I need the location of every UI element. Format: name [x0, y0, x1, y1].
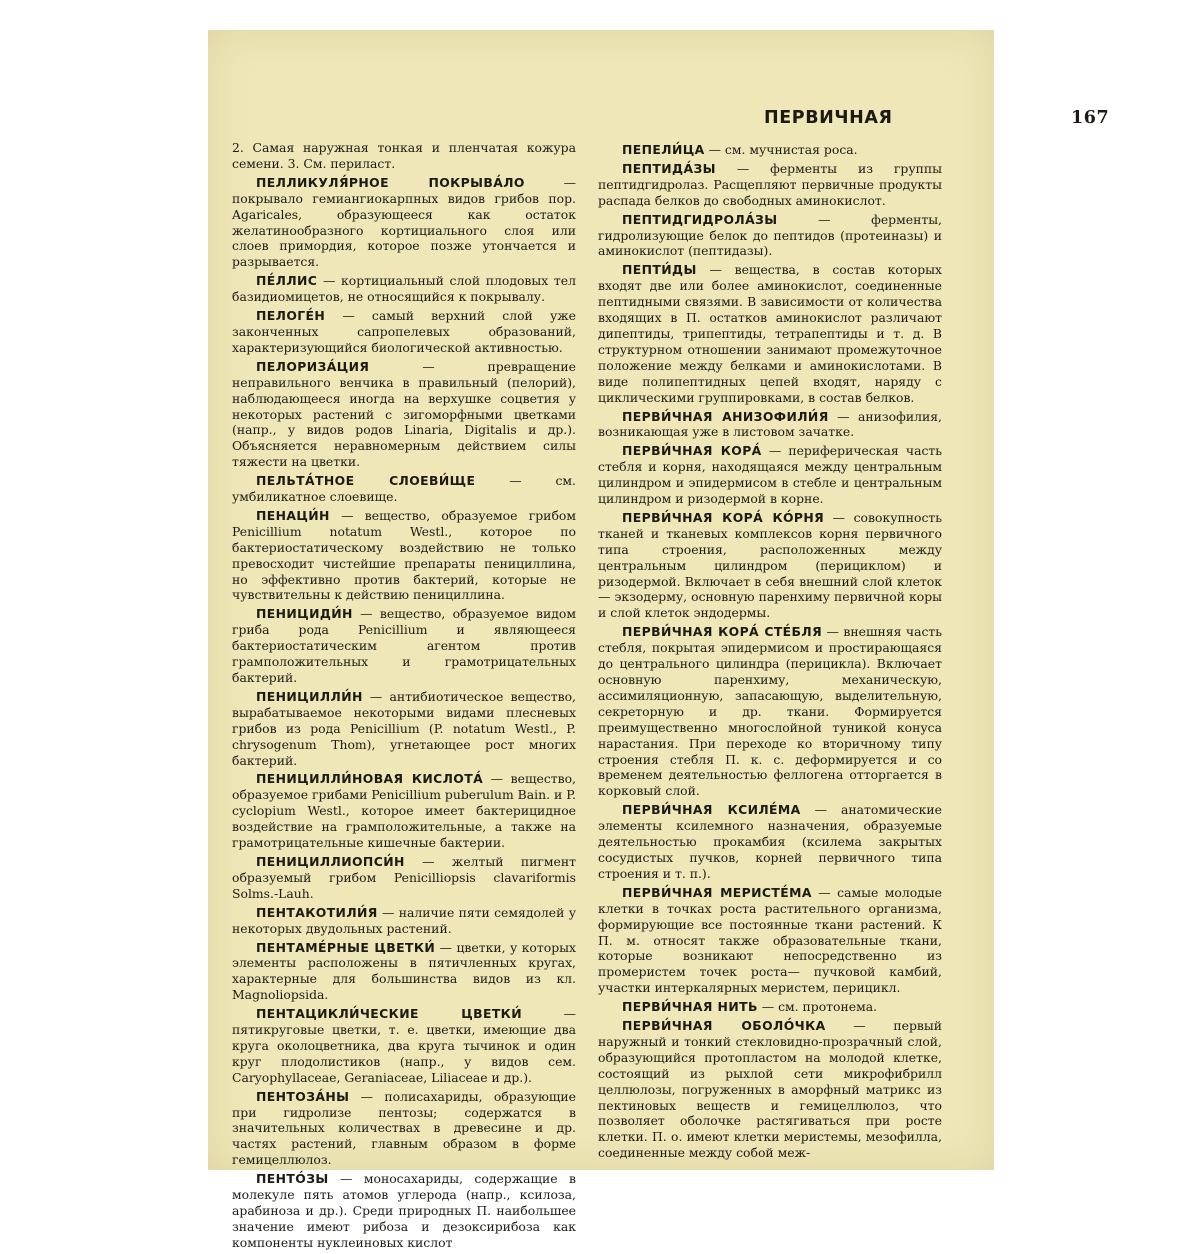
- entry-definition: — цветки, у которых элементы расположены в пятичленных кругах, характерные для большинства видов из кл. Magnoliopsida.: [232, 939, 576, 1003]
- entry-headword: ПЕНТАКОТИЛИ́Я: [256, 904, 378, 920]
- dictionary-entry: [232, 1006, 576, 1086]
- entry-headword: ПЕПТИ́ДЫ: [622, 262, 697, 278]
- entry-headword: ПЕРВИ́ЧНАЯ КСИЛЕ́МА: [622, 802, 801, 818]
- entry-definition: — см. мучнистая роса.: [704, 142, 858, 157]
- entry-definition: — вещество, образуемое видом гриба рода Penicillium и являющееся бактериостатическим агентом против грамположительных и грамотрицательных бактерий.: [232, 606, 576, 685]
- dictionary-entry: [232, 905, 576, 937]
- entry-definition: — вещества, в состав которых входят две или более аминокислот, соединенные пептидными связями. В зависимости от количества входящих в П. остатков аминокислот различают дипептиды, трипептиды, тетрапептиды и т. д. В структурном отношении занимают промежуточное положение между белками и аминокислотами. В виде полипептидных цепей входят, наряду с циклическими группировками, в состав белков.: [598, 262, 942, 405]
- dictionary-entry: [598, 443, 942, 507]
- entry-definition: — внешняя часть стебля, покрытая эпидермисом и простирающаяся до центрального цилиндра (перицикла). Включает основную паренхиму, механическую, ассимиляционную, запасающую, выделительную, секреторную и др. ткани. Формируется преимущественно многослойной туникой конуса нарастания. При переходе ко вторичному типу строения стебля П. к. с. деформируется и со временем деятельностью феллогена отторгается в корковый слой.: [598, 624, 942, 799]
- dictionary-entry: [598, 142, 942, 158]
- entry-headword: ПЕПЕЛИ́ЦА: [622, 142, 705, 157]
- dictionary-entry: [598, 409, 942, 441]
- entry-definition: — анизофилия, возникающая уже в листовом зачатке.: [598, 408, 942, 440]
- entry-headword: ПЕРВИ́ЧНАЯ КОРА́: [622, 443, 762, 459]
- entry-headword: ПЕНТОЗА́НЫ: [256, 1088, 350, 1104]
- dictionary-entry: [232, 1171, 576, 1251]
- dictionary-entry: [232, 940, 576, 1004]
- dictionary-entry: [598, 262, 942, 405]
- dictionary-entry: [232, 854, 576, 902]
- entry-definition: — первый наружный и тонкий стекловидно-прозрачный слой, образующийся протопластом на молодой клетке, состоящий из рыхлой сети микрофибрилл целлюлозы, погруженных в аморфный матрикс из пектиновых веществ и гемицеллюлоз, что позволяет оболочке растягиваться при росте клетки. П. о. имеют клетки меристемы, мезофилла, соединенные между собой меж-: [598, 1018, 943, 1161]
- entry-headword: ПЕЛОГЕ́Н: [256, 308, 326, 324]
- entry-headword: ПЕРВИ́ЧНАЯ МЕРИСТЕ́МА: [622, 884, 812, 900]
- entry-headword: ПЕЛОРИЗА́ЦИЯ: [256, 358, 370, 374]
- entry-headword: ПЕРВИ́ЧНАЯ ОБОЛО́ЧКА: [622, 1018, 826, 1034]
- entry-definition: — моносахариды, содержащие в молекуле пять атомов углерода (напр., ксилоза, арабиноза и др.). Среди природных П. наибольшее значение имеют рибоза и дезоксирибоза как компоненты нуклеиновых кислот: [232, 1171, 576, 1250]
- dictionary-page: [208, 30, 1110, 1250]
- left-column: [232, 140, 576, 1254]
- dictionary-entry: [598, 802, 942, 882]
- entry-headword: ПЕРВИ́ЧНАЯ КОРА́ КО́РНЯ: [622, 509, 825, 525]
- entry-definition: — см. протонема.: [757, 999, 878, 1015]
- dictionary-entry: [232, 308, 576, 356]
- entry-headword: ПЕНТАМЕ́РНЫЕ ЦВЕТКИ́: [256, 939, 436, 955]
- dictionary-entry: [598, 885, 942, 996]
- right-column: [598, 142, 942, 1164]
- entry-definition: — вещество, образуемое грибами Penicillium puberulum Bain. и P. cyclopium Westl., которое имеет бактерицидное воздействие на грамположительные, а также на грамотрицательные кишечные бактерии.: [232, 771, 576, 851]
- dictionary-entry: [598, 1018, 942, 1161]
- entry-headword: ПЕНИЦИДИ́Н: [256, 606, 353, 622]
- entry-definition: — самые молодые клетки в точках роста растительного организма, формирующие все постоянные ткани растений. К П. м. относят также образовательные ткани, которые возникают непосредственно из промеристем точек роста— пучковой камбий, участки интеркалярных меристем, перицикл.: [598, 884, 942, 996]
- entry-definition: 2. Самая наружная тонкая и пленчатая кожура семени. 3. См. периласт.: [232, 140, 576, 171]
- entry-definition: — ферменты, гидролизующие белок до пептидов (протеиназы) и аминокислот (пептидазы).: [598, 211, 942, 259]
- entry-headword: ПЕНТО́ЗЫ: [256, 1171, 329, 1187]
- entry-definition: — превращение неправильного венчика в правильный (пелорий), наблюдающееся иногда на верхушке соцветия у некоторых растений с зигоморфными цветками (напр., у видов родов Linaria, Digitalis и др.). Объясняется неравномерным действием силы тяжести на цветки.: [232, 358, 576, 470]
- entry-definition: — ферменты из группы пептидгидролаз. Расщепляют первичные продукты распада белков до свободных аминокислот.: [598, 160, 942, 208]
- entry-definition: — пятикруговые цветки, т. е. цветки, имеющие два круга околоцветника, два круга тычинок и один круг плодолистиков (напр., у видов сем. Caryophyllaceae, Geraniaceae, Liliaceae и др.).: [232, 1006, 576, 1085]
- entry-headword: ПЕ́ЛЛИС: [256, 273, 318, 289]
- dictionary-entry: [232, 140, 576, 172]
- entry-definition: — антибиотическое вещество, вырабатываемое некоторыми видами плесневых грибов из рода Penicillium (P. notatum Westl., P. chrysogenum Thom), угнетающее рост многих бактерий.: [232, 688, 576, 768]
- dictionary-entry: [232, 273, 576, 305]
- entry-definition: — совокупность тканей и тканевых комплексов корня первичного типа строения, расположенных между центральным цилиндром (перициклом) и ризодермой. Включает в себя внешний слой клеток — экзодерму, основную паренхиму первичной коры и слой клеток эндодермы.: [598, 509, 943, 621]
- dictionary-entry: [598, 624, 942, 799]
- entry-headword: ПЕПТИДГИДРОЛА́ЗЫ: [622, 211, 778, 227]
- entry-headword: ПЕНИЦИЛЛИ́Н: [256, 688, 363, 704]
- entry-definition: — кортициальный слой плодовых тел базидиомицетов, не относящийся к покрывалу.: [232, 273, 576, 305]
- entry-definition: — анатомические элементы ксилемного назначения, образуемые деятельностью прокамбия (ксилема закрытых сосудистых пучков, корней первичного типа строения и т. п.).: [598, 802, 943, 881]
- dictionary-entry: [232, 771, 576, 851]
- entry-headword: ПЕНИЦИЛЛИ́НОВАЯ КИСЛОТА́: [256, 771, 484, 787]
- dictionary-entry: [598, 212, 942, 260]
- dictionary-entry: [232, 175, 576, 270]
- entry-definition: — см. умбиликатное слоевище.: [232, 473, 576, 505]
- entry-definition: — самый верхний слой уже законченных сапропелевых образований, характеризующийся биологической активностью.: [232, 308, 576, 355]
- dictionary-entry: [598, 999, 942, 1015]
- entry-definition: — желтый пигмент образуемый грибом Penicilliopsis clavariformis Solms.-Lauh.: [232, 853, 576, 901]
- entry-definition: —покрывало гемиангиокарпных видов грибов пор. Agaricales, образующееся как остаток желатинообразного кортициального слоя или слоев примордия, которое позже утончается и разрывается.: [232, 174, 576, 270]
- dictionary-entry: [598, 161, 942, 209]
- entry-headword: ПЕРВИ́ЧНАЯ НИТЬ: [622, 999, 758, 1015]
- dictionary-entry: [232, 606, 576, 686]
- entry-headword: ПЕНИЦИЛЛИОПСИ́Н: [256, 853, 405, 869]
- entry-headword: ПЕПТИДА́ЗЫ: [622, 160, 716, 176]
- dictionary-entry: [232, 689, 576, 769]
- entry-definition: — полисахариды, образующие при гидролизе пентозы; содержатся в значительных количествах в древесине и др. частях растений, главным образом в форме гемицеллюлоз.: [232, 1088, 576, 1168]
- entry-headword: ПЕНТАЦИКЛИ́ЧЕСКИЕ ЦВЕТКИ́: [256, 1006, 522, 1022]
- dictionary-entry: [598, 510, 942, 621]
- dictionary-entry: [232, 1089, 576, 1169]
- dictionary-entry: [232, 473, 576, 505]
- running-head-title: ПЕРВИЧНАЯ: [764, 108, 893, 128]
- entry-headword: ПЕЛЬТА́ТНОЕ СЛОЕВИ́ЩЕ: [256, 473, 476, 489]
- page-number: 167: [1071, 108, 1110, 128]
- dictionary-entry: [232, 508, 576, 603]
- entry-definition: — периферическая часть стебля и корня, находящаяся между центральным цилиндром и эпидермисом в стебле и центральным цилиндром и ризодермой в корне.: [598, 443, 942, 507]
- running-head: [764, 108, 1154, 128]
- entry-definition: — наличие пяти семядолей у некоторых двудольных растений.: [232, 904, 576, 936]
- entry-headword: ПЕРВИ́ЧНАЯ КОРА́ СТЕ́БЛЯ: [622, 624, 823, 640]
- entry-definition: — вещество, образуемое грибом Penicillium notatum Westl., которое по бактериостатическому воздействию не только превосходит чистейшие препараты пенициллина, но эффективно против бактерий, которые не чувствительны к действию пенициллина.: [232, 507, 576, 603]
- entry-headword: ПЕНАЦИ́Н: [256, 507, 330, 523]
- dictionary-entry: [232, 359, 576, 470]
- entry-headword: ПЕЛЛИКУЛЯ́РНОЕ ПОКРЫВА́ЛО: [256, 174, 525, 190]
- entry-headword: ПЕРВИ́ЧНАЯ АНИЗОФИЛИ́Я: [622, 408, 829, 424]
